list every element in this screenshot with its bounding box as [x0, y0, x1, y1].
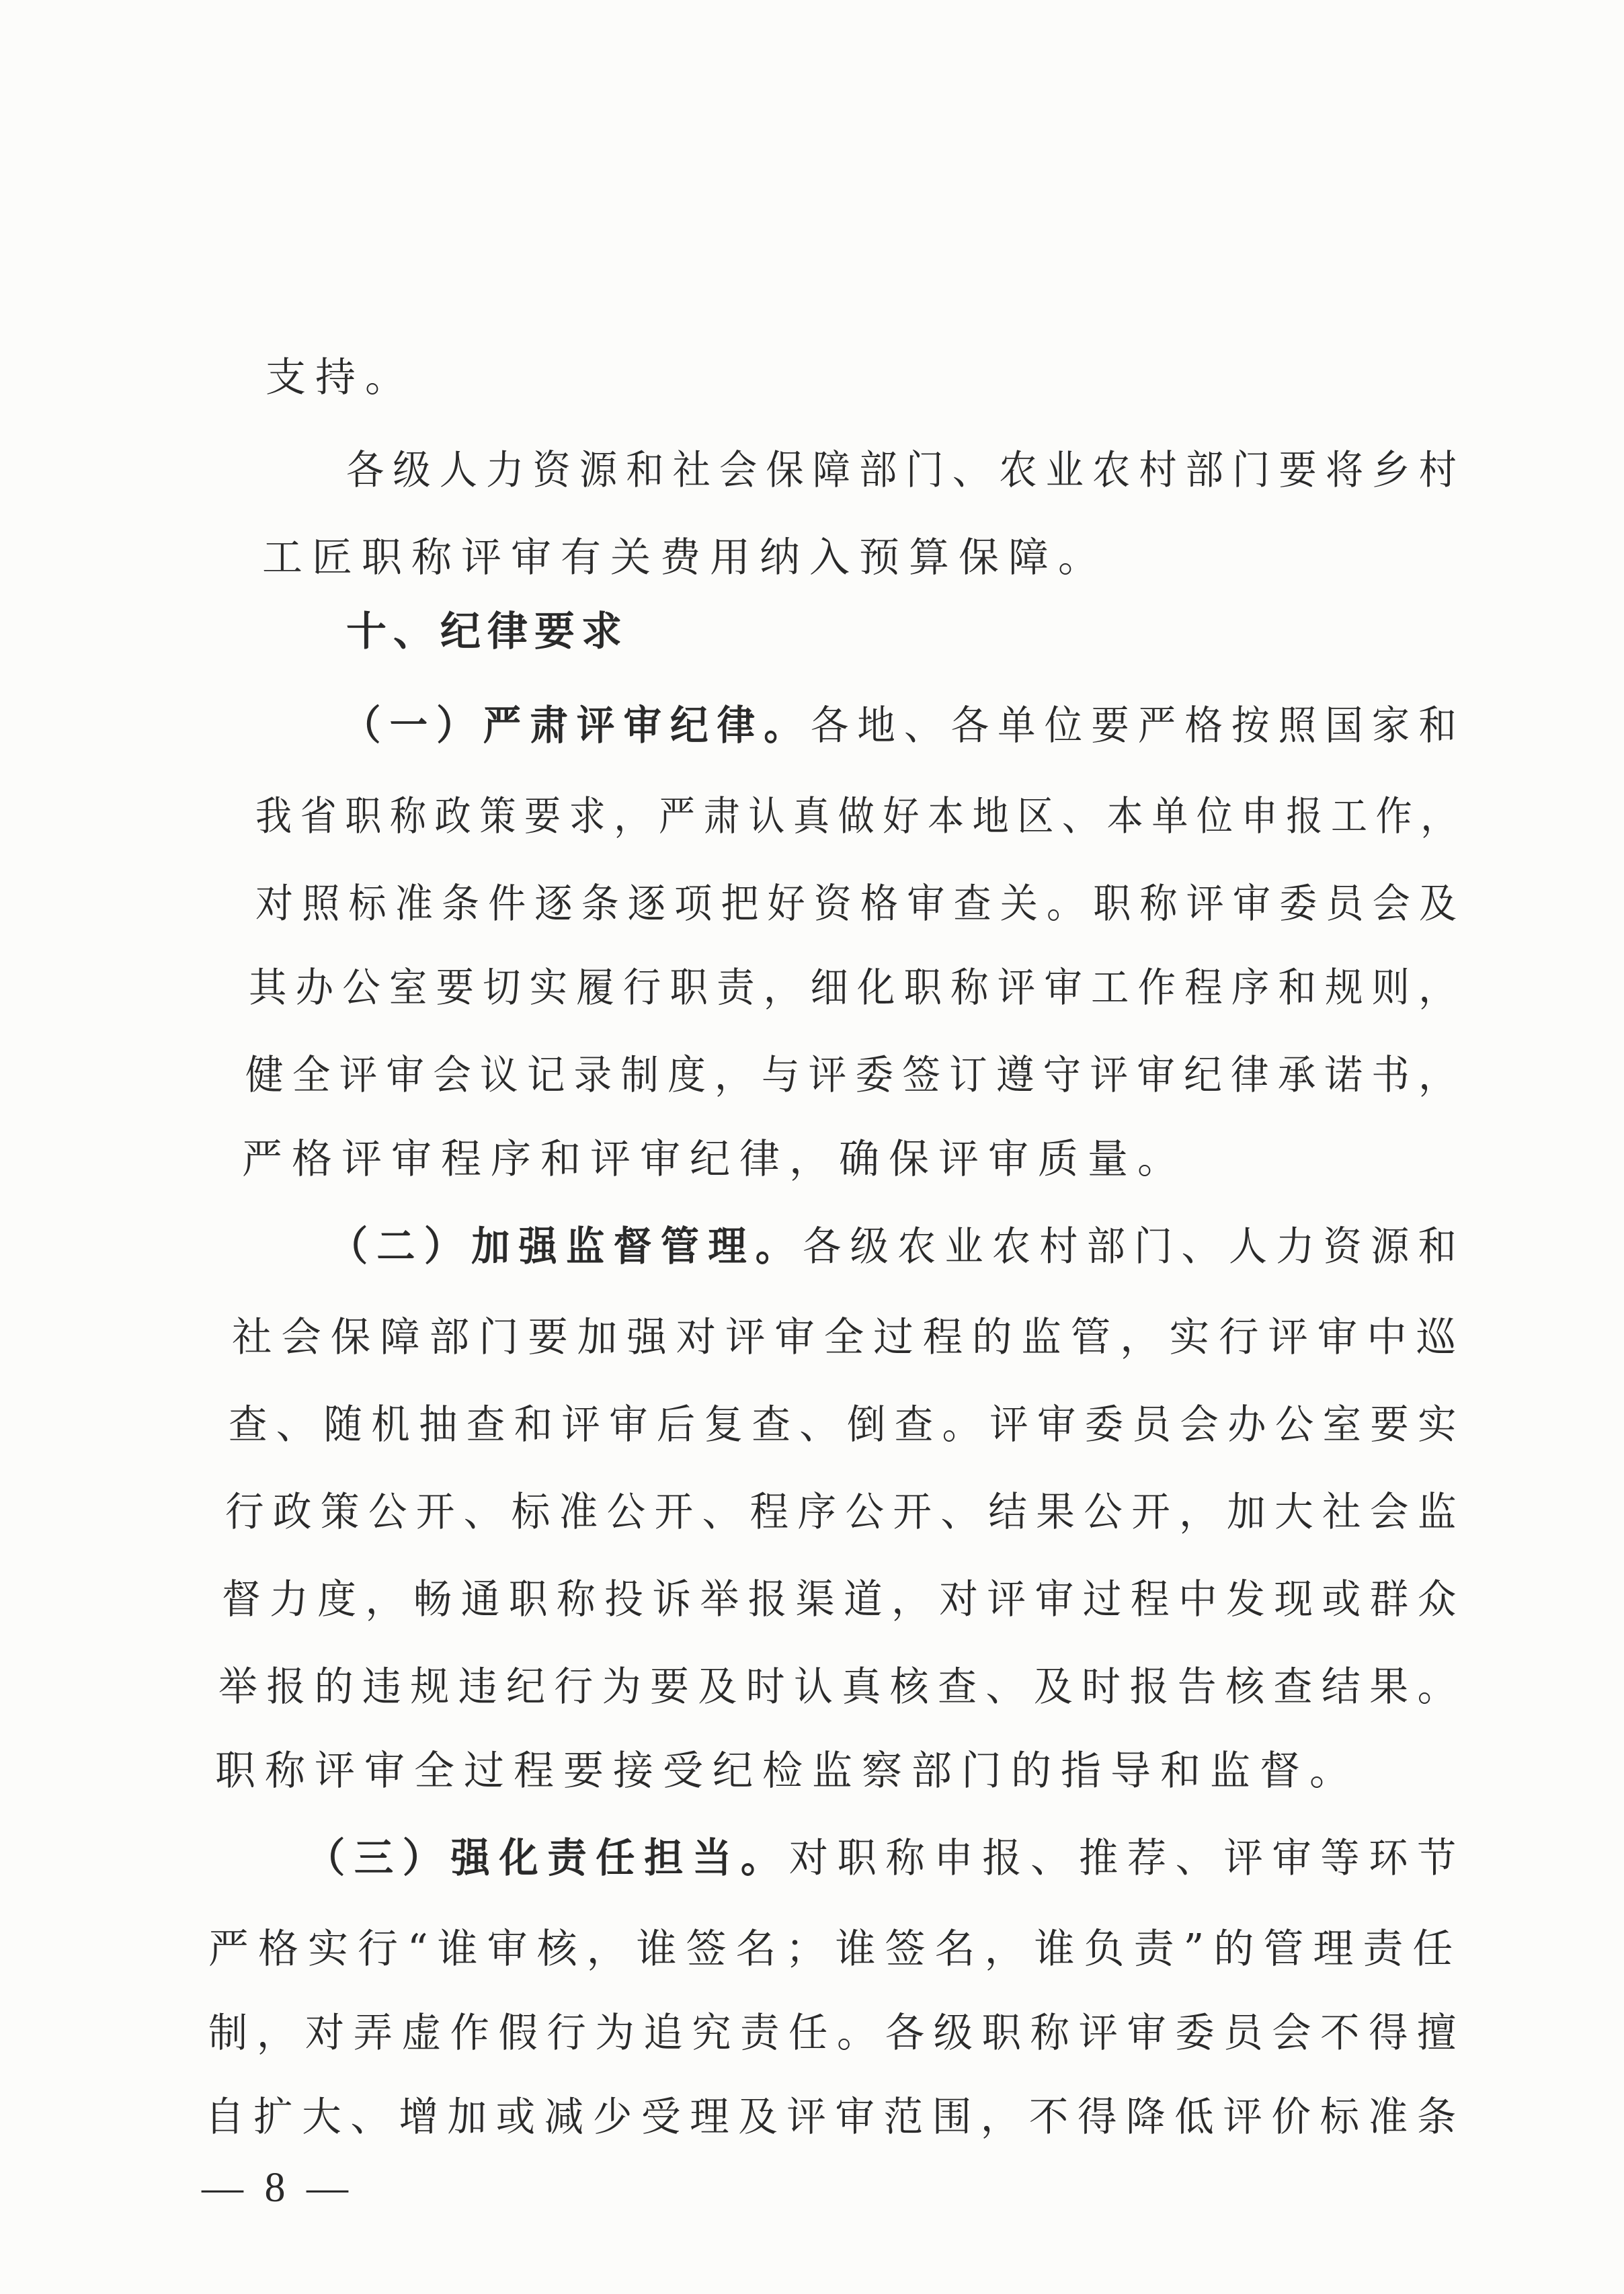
body-line: 我省职称政策要求，严肃认真做好本地区、本单位申报工作， [255, 793, 1465, 840]
body-line: 社会保障部门要加强对评审全过程的监管，实行评审中巡 [232, 1314, 1466, 1361]
body-text: 各地、各单位要严格按照国家和 [810, 702, 1465, 749]
body-line: 支持。 [266, 354, 415, 401]
body-line: 行政策公开、标准公开、程序公开、结果公开，加大社会监 [225, 1489, 1465, 1536]
body-line: 自扩大、增加或减少受理及评审范围，不得降低评价标准条 [205, 2094, 1465, 2141]
body-line: 工匠职称评审有关费用纳入预算保障。 [262, 534, 1108, 581]
body-line: 严格实行“谁审核，谁签名；谁签名，谁负责”的管理责任 [208, 1926, 1463, 1973]
paragraph-label: （三）强化责任担当。 [306, 1835, 789, 1882]
body-line: 举报的违规违纪行为要及时认真核查、及时报告核查结果。 [218, 1664, 1465, 1711]
body-line: 职称评审全过程要接受纪检监察部门的指导和监督。 [215, 1748, 1359, 1795]
section-heading: 十、纪律要求 [346, 608, 628, 655]
body-line: 健全评审会议记录制度，与评委签订遵守评审纪律承诺书， [245, 1052, 1465, 1099]
body-line: 其办公室要切实履行职责，细化职称评审工作程序和规则， [249, 965, 1465, 1012]
paragraph-label: （一）严肃评审纪律。 [343, 702, 811, 749]
body-line: 督力度，畅通职称投诉举报渠道，对评审过程中发现或群众 [222, 1576, 1465, 1623]
body-line: 各级人力资源和社会保障部门、农业农村部门要将乡村 [346, 447, 1465, 494]
body-line: 制，对弄虚作假行为追究责任。各级职称评审委员会不得擅 [208, 2010, 1465, 2057]
body-line: 对照标准条件逐条逐项把好资格审查关。职称评审委员会及 [255, 880, 1466, 928]
paragraph-first-line [343, 699, 1465, 753]
body-text: 对职称申报、推荐、评审等环节 [788, 1835, 1466, 1882]
paragraph-label: （二）加强监督管理。 [329, 1223, 803, 1270]
body-text: 各级农业农村部门、人力资源和 [803, 1223, 1466, 1270]
page-number: — 8 — [202, 2165, 354, 2211]
body-line: 查、随机抽查和评审后复查、倒查。评审委员会办公室要实 [229, 1401, 1465, 1448]
paragraph-first-line [329, 1220, 1465, 1274]
body-line: 严格评审程序和评审纪律，确保评审质量。 [242, 1136, 1187, 1183]
paragraph-first-line [306, 1832, 1465, 1885]
